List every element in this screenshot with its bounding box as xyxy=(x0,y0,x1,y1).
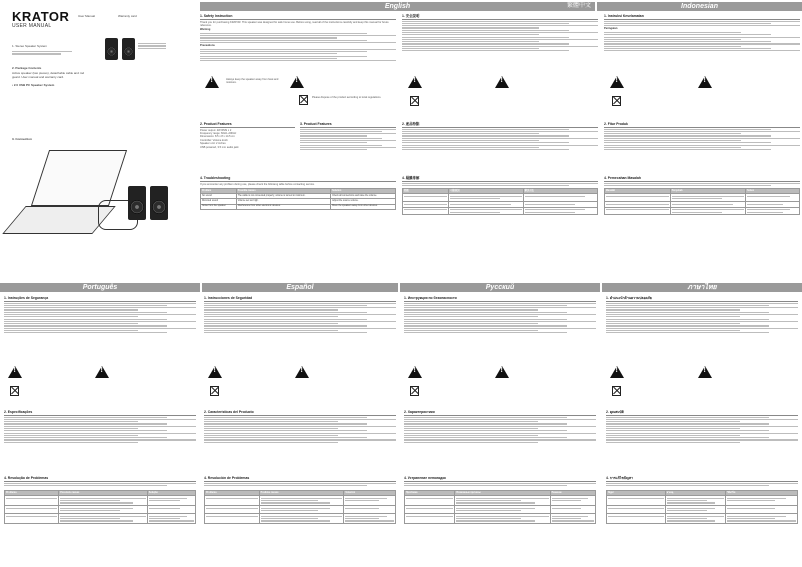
table-row xyxy=(607,514,798,524)
english-specs xyxy=(300,122,396,151)
russian-troubleshoot-title: 4. Устранение неполадок xyxy=(404,476,596,482)
table-row xyxy=(5,514,196,524)
portuguese-warning-icon xyxy=(8,366,22,378)
table-cell: Distorted sound xyxy=(201,199,237,204)
english-features xyxy=(200,122,295,149)
indonesian-warning-icon xyxy=(610,76,624,88)
indonesian-warning-label: Peringatan xyxy=(604,27,618,31)
table-cell: Move the speakers away from other devices. xyxy=(331,204,396,209)
chinese-recycle-bin-icon xyxy=(410,96,419,106)
en-th-causes: Possible causes xyxy=(236,189,330,194)
english-troubleshoot-title: 4. Troubleshooting xyxy=(200,176,396,182)
table-row xyxy=(205,506,396,514)
ru-th-solution: Решение xyxy=(550,491,595,496)
chinese-troubleshoot xyxy=(402,176,598,187)
thai-troubleshoot xyxy=(606,476,798,487)
english-troubleshoot xyxy=(200,176,396,186)
english-troubleshoot-intro: If you encounter any problem during use, please check the following table before contacting service. xyxy=(200,182,315,186)
portuguese-recycle-bin-icon xyxy=(10,386,19,396)
portuguese-safety xyxy=(4,296,196,335)
band-russian: Русский xyxy=(400,283,600,292)
package-text: Active speaker (two pieces), detachable cable and rod guard. User manual and warranty card. xyxy=(12,71,85,79)
indonesian-safety xyxy=(604,14,800,52)
band-english: English xyxy=(200,2,595,11)
english-troubleshoot-table xyxy=(200,188,396,210)
connect-speaker-left xyxy=(128,186,146,220)
english-feature-4: Speaker unit: 2 inches xyxy=(200,142,226,146)
id-th-causes: Penyebab xyxy=(670,189,745,194)
russian-troubleshoot xyxy=(404,476,596,487)
portuguese-safety-title: 1. Instruções de Segurança xyxy=(4,296,196,302)
table-row xyxy=(5,496,196,506)
russian-safety xyxy=(404,296,596,335)
indonesian-recycle-bin-icon xyxy=(612,96,621,106)
connection-title: 3. Connection xyxy=(12,137,32,141)
pt-th-solution: Solução xyxy=(147,491,195,496)
table-row xyxy=(403,207,598,215)
chinese-warning-icon xyxy=(408,76,422,88)
chinese-troubleshoot-table xyxy=(402,188,598,215)
english-recycle-text: Please dispose of the product according to local regulations. xyxy=(312,96,382,99)
russian-troubleshoot-table xyxy=(404,490,596,524)
ru-th-causes: Возможные причины xyxy=(455,491,550,496)
band-thai: ภาษาไทย xyxy=(602,283,802,292)
table-row xyxy=(405,496,596,506)
zh-th-problem: 問題 xyxy=(403,189,449,194)
spanish-features-title: 2. Características del Producto xyxy=(204,410,396,416)
russian-safety-title: 1. Инструкция по безопасности xyxy=(404,296,596,302)
pt-th-causes: Possíveis causas xyxy=(59,491,148,496)
table-cell: Volume set too high. xyxy=(236,199,330,204)
table-row xyxy=(403,194,598,202)
table-row xyxy=(205,496,396,506)
english-caution-icon-text: Always keep the speaker away from heat and moisture. xyxy=(226,78,279,85)
english-features-title: 2. Product Features xyxy=(200,122,295,128)
th-th-causes: สาเหตุ xyxy=(665,491,725,496)
connect-speaker-right xyxy=(150,186,168,220)
thai-features xyxy=(606,410,798,444)
spanish-safety xyxy=(204,296,396,335)
es-th-problem: Problema xyxy=(205,491,260,496)
table-cell: Adjust the source volume. xyxy=(331,199,396,204)
russian-warning-icon xyxy=(408,366,422,378)
portuguese-troubleshoot-table xyxy=(4,490,196,524)
ru-th-problem: Проблема xyxy=(405,491,455,496)
spanish-safety-title: 1. Instrucciones de Seguridad xyxy=(204,296,396,302)
package-item: • 2.0 USB PC Speaker System xyxy=(12,83,55,87)
table-row xyxy=(607,496,798,506)
chinese-safety-title: 1. 安全說明 xyxy=(402,14,598,20)
english-feature-3: Controller: Volume knob xyxy=(200,138,228,142)
spanish-troubleshoot xyxy=(204,476,396,487)
brand-logo: KRATOR xyxy=(12,9,70,24)
model-line: 1. Stereo Speaker System xyxy=(12,44,48,48)
indonesian-warning-icon-2 xyxy=(698,76,712,88)
band-portuguese: Português xyxy=(0,283,200,292)
portuguese-troubleshoot-title: 4. Resolução de Problemas xyxy=(4,476,196,482)
chinese-safety xyxy=(402,14,598,53)
table-row xyxy=(605,207,800,215)
english-feature-1: Frequency range: 60Hz–20KHz xyxy=(200,131,237,135)
table-cell: The cable is not connected properly; volume is turned to minimum. xyxy=(236,194,330,199)
th-th-problem: ปัญหา xyxy=(607,491,666,496)
spanish-troubleshoot-table xyxy=(204,490,396,524)
pt-th-problem: Problema xyxy=(5,491,59,496)
portuguese-troubleshoot xyxy=(4,476,196,487)
thai-recycle-bin-icon xyxy=(612,386,621,396)
russian-features xyxy=(404,410,596,444)
spanish-warning-icon xyxy=(208,366,222,378)
english-safety xyxy=(200,14,396,62)
english-specs-title: 3. Product Features xyxy=(300,122,396,128)
lang-option-warranty: Warranty card xyxy=(118,14,137,18)
table-cell: No sound xyxy=(201,194,237,199)
th-th-solution: วิธีแก้ไข xyxy=(726,491,798,496)
indonesian-features-title: 2. Fitur Produk xyxy=(604,122,800,128)
indonesian-safety-title: 1. Instruksi Keselamatan xyxy=(604,14,800,20)
chinese-troubleshoot-title: 4. 疑難排解 xyxy=(402,176,598,182)
portuguese-features xyxy=(4,410,196,444)
thai-troubleshoot-table xyxy=(606,490,798,524)
english-safety-intro: Thank you for purchasing KRATOR. This speaker was designed for safe home use. Before using, read all of the instructions carefully and keep this manual for future reference. xyxy=(200,20,389,27)
en-th-problem: Problem xyxy=(201,189,237,194)
table-row xyxy=(607,506,798,514)
thai-warning-icon-2 xyxy=(698,366,712,378)
english-recycle-bin-icon xyxy=(299,95,308,105)
english-feature-2: Dimensions: 8.5 x 8 x 14.5 cm xyxy=(200,135,235,139)
spanish-features xyxy=(204,410,396,444)
thai-troubleshoot-title: 4. การแก้ไขปัญหา xyxy=(606,476,798,482)
table-row xyxy=(201,204,396,209)
thai-warning-icon xyxy=(610,366,624,378)
table-cell: Check all connections and raise the volume. xyxy=(331,194,396,199)
thai-safety xyxy=(606,296,798,335)
en-th-solution: Solution xyxy=(331,189,396,194)
package-title: 2. Package Contents xyxy=(12,66,42,70)
spanish-recycle-bin-icon xyxy=(210,386,219,396)
russian-warning-icon-2 xyxy=(495,366,509,378)
speaker-right-image xyxy=(122,38,135,60)
russian-recycle-bin-icon xyxy=(410,386,419,396)
english-warning-icon xyxy=(205,76,219,88)
id-th-solution: Solusi xyxy=(746,189,800,194)
table-row xyxy=(5,506,196,514)
english-warning-label: Warning xyxy=(200,28,211,32)
spanish-warning-icon-2 xyxy=(295,366,309,378)
english-safety-title: 1. Safety Instruction xyxy=(200,14,396,20)
thai-safety-title: 1. คำแนะนำด้านความปลอดภัย xyxy=(606,296,798,302)
manual-subtitle: USER MANUAL xyxy=(12,23,52,29)
zh-th-solution: 解決方法 xyxy=(523,189,597,194)
chinese-warning-icon-2 xyxy=(495,76,509,88)
english-caution-label: Precautions xyxy=(200,44,215,48)
russian-features-title: 2. Характеристики xyxy=(404,410,596,416)
english-feature-0: Power output: 2W RMS x 2 xyxy=(200,128,232,132)
thai-features-title: 2. คุณสมบัติ xyxy=(606,410,798,416)
portuguese-features-title: 2. Especificações xyxy=(4,410,196,416)
indonesian-troubleshoot-table xyxy=(604,188,800,215)
band-chinese: 繁體中文 xyxy=(505,2,595,11)
model-desc-lines xyxy=(12,50,82,56)
table-row xyxy=(405,506,596,514)
english-feature-5: USB powered, 3.5 mm audio jack xyxy=(200,145,239,149)
zh-th-causes: 可能原因 xyxy=(449,189,523,194)
speaker-left-image xyxy=(105,38,118,60)
spanish-troubleshoot-title: 4. Resolución de Problemas xyxy=(204,476,396,482)
laptop-screen-image xyxy=(31,150,127,206)
indonesian-troubleshoot-title: 4. Pemecahan Masalah xyxy=(604,176,800,182)
band-spanish: Español xyxy=(202,283,398,292)
chinese-features-title: 2. 產品特點 xyxy=(402,122,598,128)
lang-option-user-manual: User Manual xyxy=(78,14,96,18)
es-th-solution: Solución xyxy=(344,491,396,496)
es-th-causes: Posibles causas xyxy=(259,491,344,496)
id-th-problem: Masalah xyxy=(605,189,671,194)
table-cell: Interference from other electronic devices. xyxy=(236,204,330,209)
speaker-callouts xyxy=(138,42,178,50)
portuguese-warning-icon-2 xyxy=(95,366,109,378)
chinese-features xyxy=(402,122,598,151)
table-row xyxy=(405,514,596,524)
table-row xyxy=(605,194,800,202)
table-cell: Noise from the speaker xyxy=(201,204,237,209)
band-indonesian: Indonesian xyxy=(597,2,802,11)
indonesian-features xyxy=(604,122,800,151)
table-row xyxy=(205,514,396,524)
english-warning-icon-2 xyxy=(290,76,304,88)
indonesian-troubleshoot xyxy=(604,176,800,187)
